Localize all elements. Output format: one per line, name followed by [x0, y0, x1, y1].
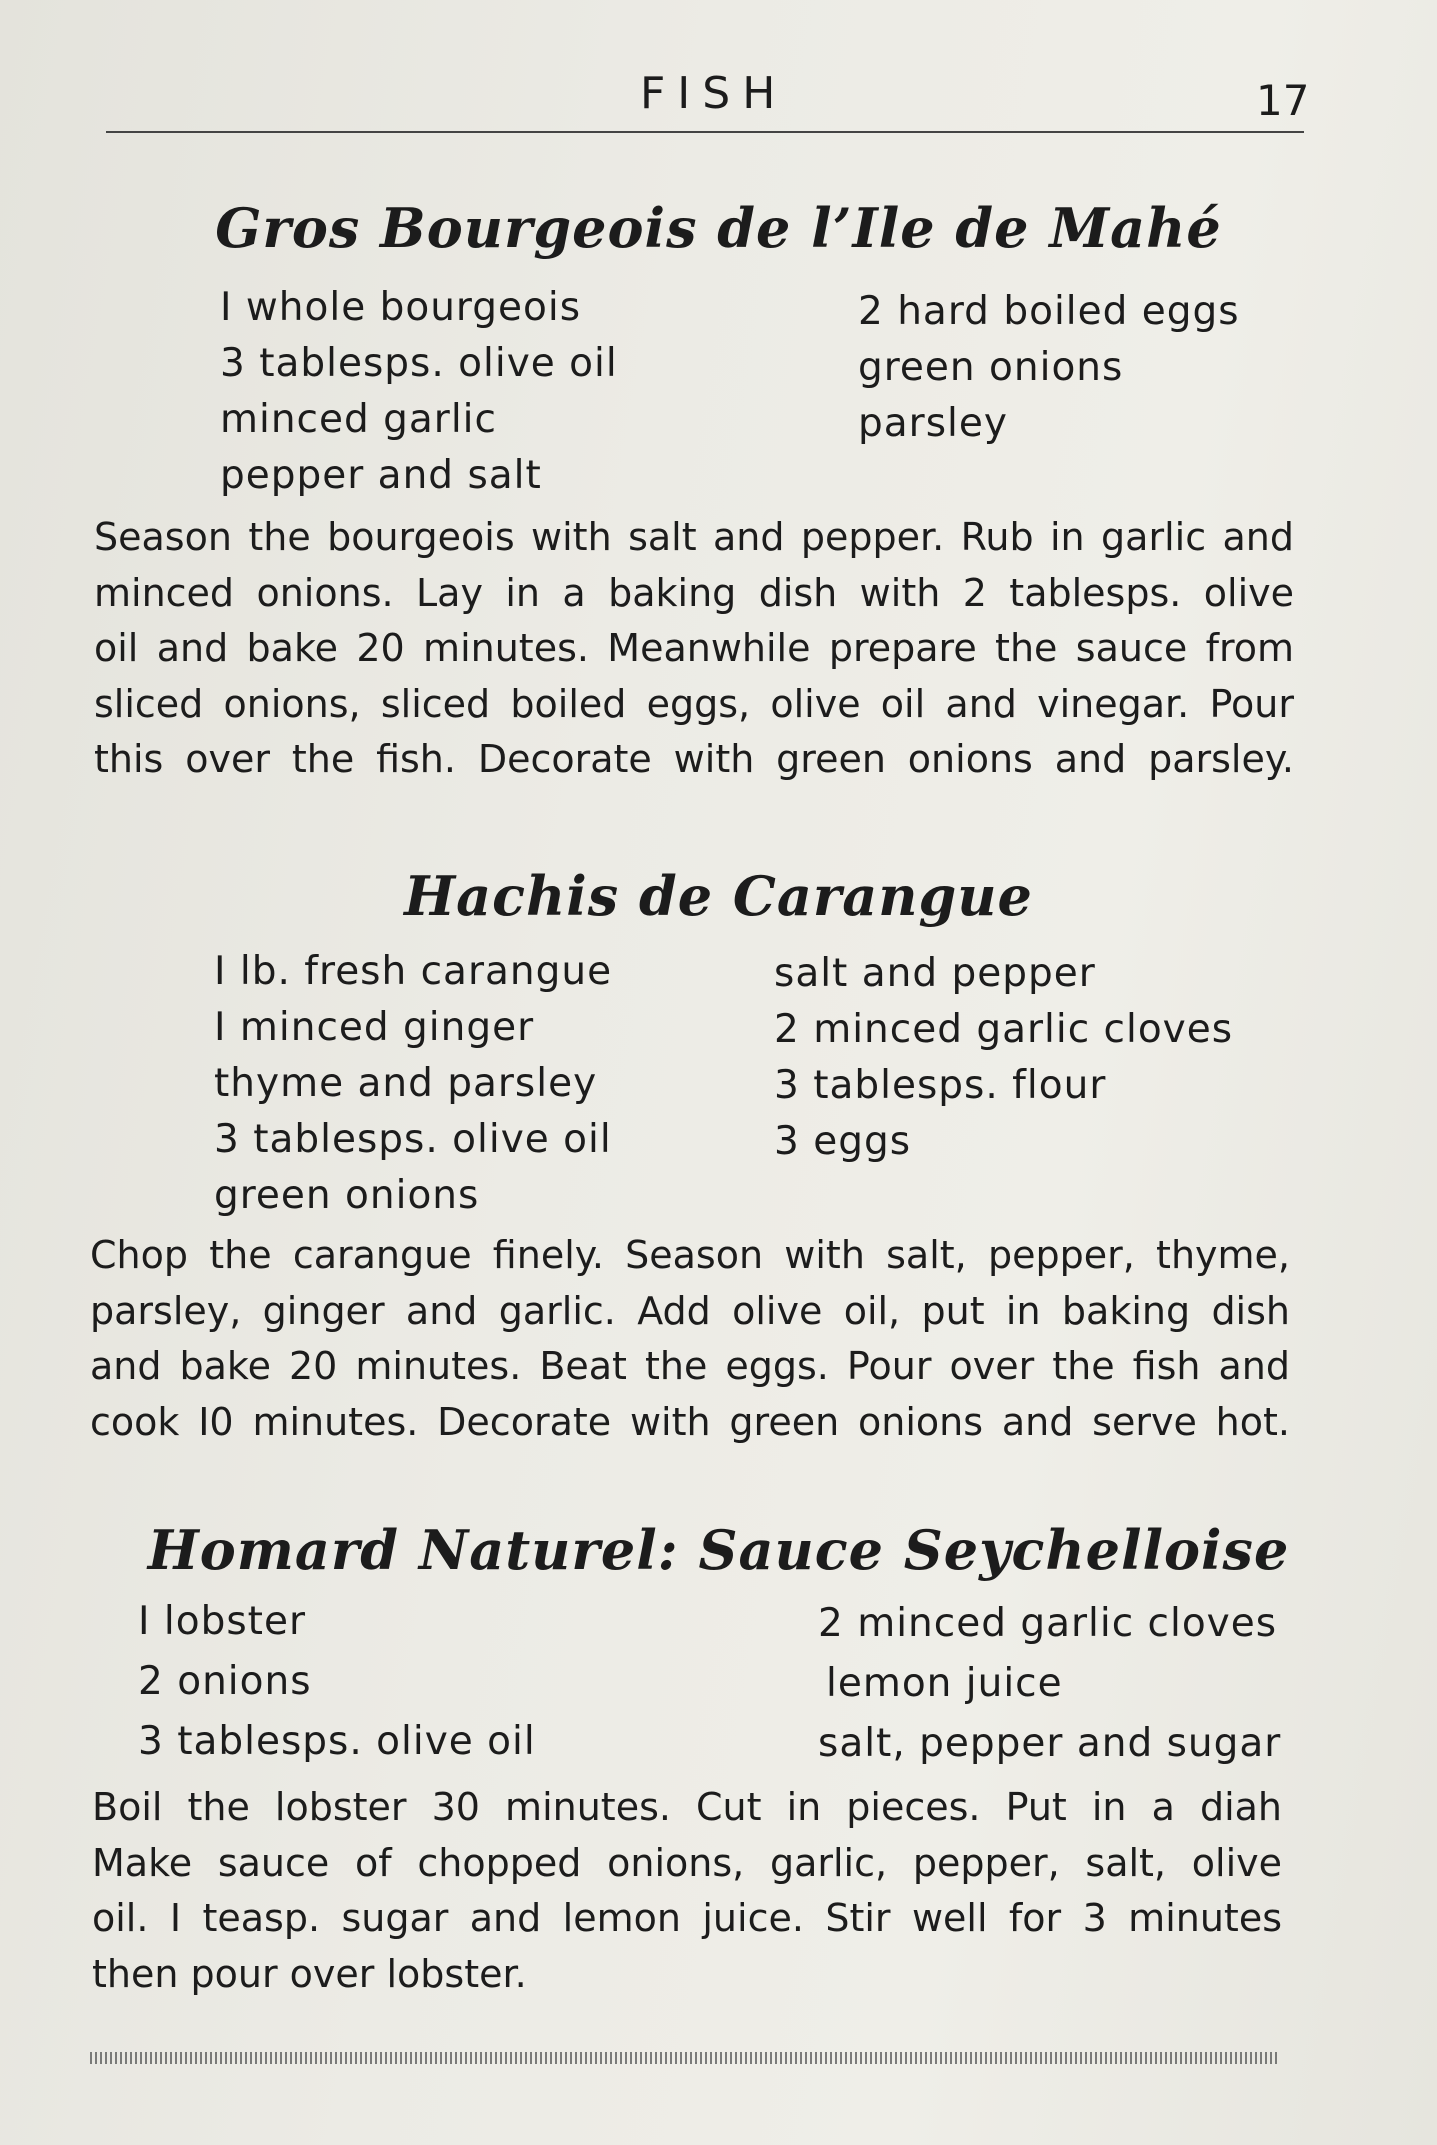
ingredient: 2 onions [138, 1659, 312, 1704]
ingredient: I minced ginger [214, 1005, 535, 1050]
method-line: then pour over lobster. [92, 1951, 527, 1996]
ingredient: 3 tablesps. olive oil [220, 341, 618, 386]
method-hachis-de-carangue [90, 1228, 1290, 1450]
ingredient: pepper and salt [220, 453, 542, 498]
ingredient: lemon juice [826, 1661, 1063, 1706]
header-rule [106, 131, 1304, 133]
method-line: sliced onions, sliced boiled eggs, olive oil and vinegar. Pour [94, 681, 1294, 726]
running-head [0, 64, 1437, 124]
ingredient: 2 minced garlic cloves [818, 1601, 1278, 1646]
method-gros-bourgeois [94, 510, 1294, 788]
ingredients-right-homard-naturel [818, 1596, 1281, 1776]
ingredient: 3 tablesps. olive oil [138, 1719, 536, 1764]
ingredient: thyme and parsley [214, 1061, 598, 1106]
ingredients-left-homard-naturel [138, 1594, 536, 1774]
ingredient: 3 eggs [774, 1119, 912, 1164]
page-number: 17 [1256, 76, 1310, 125]
ingredients-right-hachis-de-carangue [774, 946, 1233, 1170]
ingredient: I lobster [138, 1599, 306, 1644]
ingredient: parsley [858, 401, 1008, 446]
method-line: and bake 20 minutes. Beat the eggs. Pour over the fish and [90, 1344, 1290, 1388]
method-homard-naturel [92, 1780, 1282, 2002]
ingredient: I whole bourgeois [220, 285, 582, 330]
ingredient: salt, pepper and sugar [818, 1721, 1282, 1766]
ingredient: green onions [214, 1173, 480, 1218]
method-line: Season the bourgeois with salt and pepper. Rub in garlic and [94, 515, 1294, 559]
recipe-title-gros-bourgeois: Gros Bourgeois de l’Ile de Mahé [215, 196, 1222, 260]
recipe-title-homard-naturel: Homard Naturel: Sauce Seychelloise [147, 1518, 1290, 1582]
method-line: Make sauce of chopped onions, garlic, pepper, salt, olive [92, 1840, 1282, 1885]
ingredient: 3 tablesps. flour [774, 1063, 1107, 1108]
section-name: FISH [640, 68, 788, 119]
ingredient: 2 minced garlic cloves [774, 1007, 1234, 1052]
ingredient: green onions [858, 345, 1124, 390]
method-line: oil and bake 20 minutes. Meanwhile prepare the sauce from [94, 626, 1294, 670]
ingredient: minced garlic [220, 397, 497, 442]
method-line: minced onions. Lay in a baking dish with 2 tablesps. olive [94, 570, 1294, 615]
recipe-title-hachis-de-carangue: Hachis de Carangue [404, 864, 1033, 928]
method-line: this over the fish. Decorate with green onions and parsley. [94, 737, 1294, 781]
ingredient: 3 tablesps. olive oil [214, 1117, 612, 1162]
method-line: cook I0 minutes. Decorate with green onions and serve hot. [90, 1399, 1290, 1444]
ingredients-left-hachis-de-carangue [214, 944, 612, 1224]
method-line: Boil the lobster 30 minutes. Cut in pieces. Put in a diah [92, 1785, 1282, 1829]
ingredients-left-gros-bourgeois [220, 280, 618, 504]
method-line: Chop the carangue finely. Season with salt, pepper, thyme, [90, 1233, 1290, 1277]
method-line: parsley, ginger and garlic. Add olive oil, put in baking dish [90, 1288, 1290, 1333]
ingredient: salt and pepper [774, 951, 1096, 996]
ingredient: 2 hard boiled eggs [858, 289, 1240, 334]
method-line: oil. I teasp. sugar and lemon juice. Stir well for 3 minutes [92, 1896, 1282, 1940]
footer-rule [90, 2052, 1280, 2064]
ingredients-right-gros-bourgeois [858, 284, 1240, 452]
ingredient: I lb. fresh carangue [214, 949, 613, 994]
